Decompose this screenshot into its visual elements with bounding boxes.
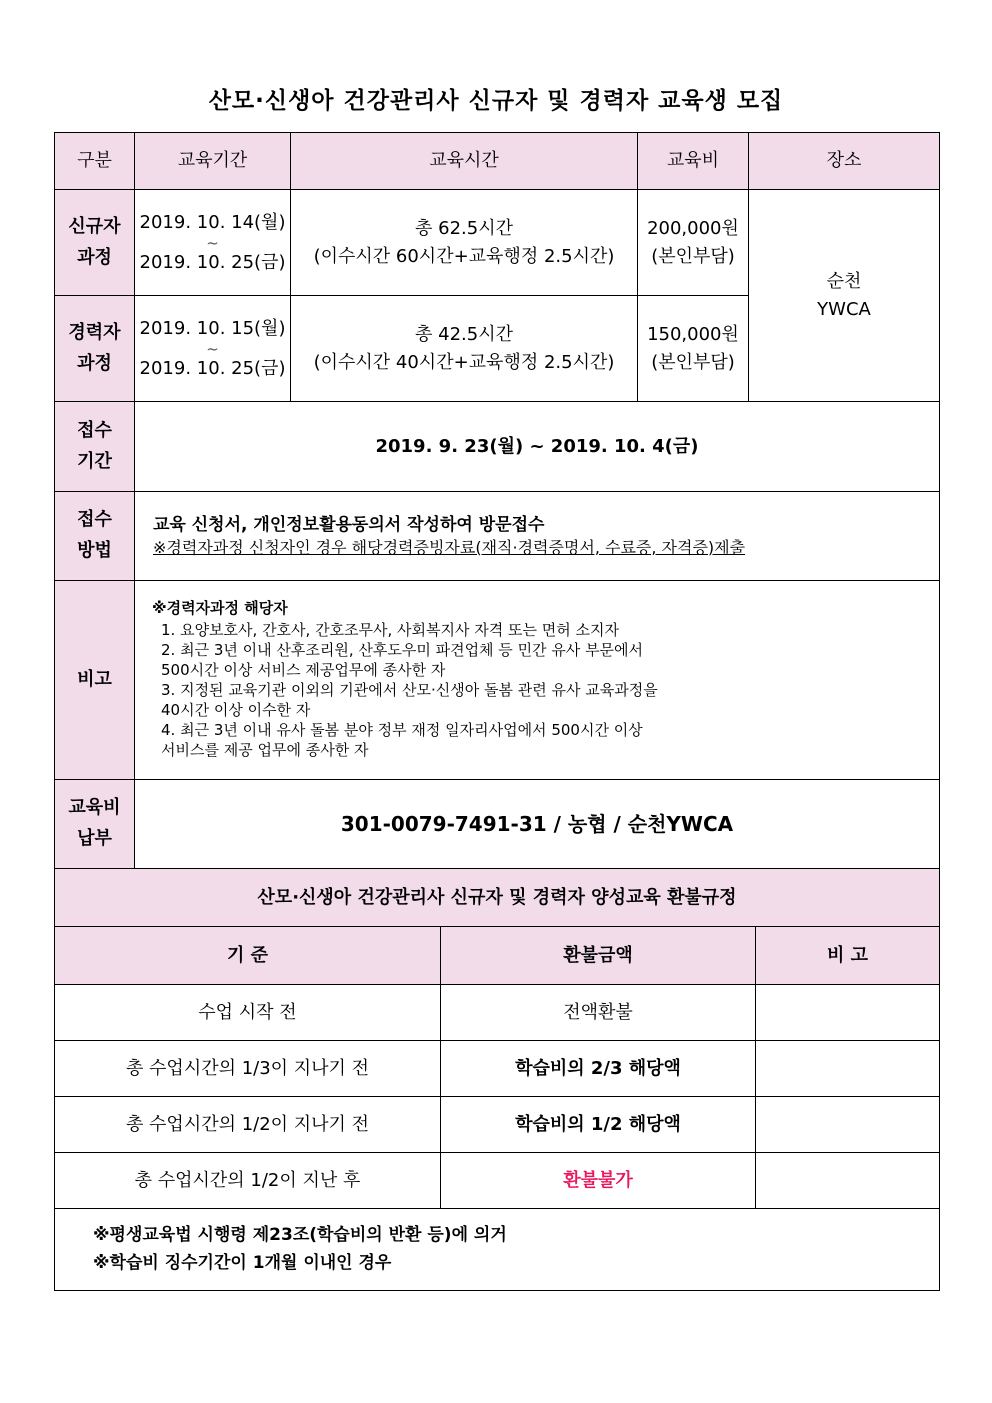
remarks-item: 4. 최근 3년 이내 유사 돌봄 분야 정부 재정 일자리사업에서 500시간 이상 서비스를 제공 업무에 종사한 자 [161, 720, 643, 759]
refund-amount-none: 환불불가 [441, 1153, 756, 1209]
refund-note [756, 1097, 940, 1153]
course-row-new [55, 190, 940, 296]
refund-header-row [55, 927, 940, 985]
refund-title: 산모·신생아 건강관리사 신규자 및 경력자 양성교육 환불규정 [55, 869, 940, 927]
course-name: 신규자 과정 [55, 190, 135, 296]
remarks-row [55, 581, 940, 780]
header-location: 장소 [749, 133, 940, 190]
remarks-content [135, 581, 940, 780]
refund-amount: 학습비의 2/3 해당액 [441, 1041, 756, 1097]
remarks-label: 비고 [55, 581, 135, 780]
refund-note [756, 985, 940, 1041]
refund-row [55, 1041, 940, 1097]
refund-criterion: 총 수업시간의 1/3이 지나기 전 [55, 1041, 441, 1097]
refund-footnote-row [55, 1209, 940, 1291]
refund-criterion: 수업 시작 전 [55, 985, 441, 1041]
refund-note [756, 1153, 940, 1209]
header-fee: 교육비 [638, 133, 749, 190]
refund-table [54, 868, 940, 1291]
refund-amount: 전액환불 [441, 985, 756, 1041]
payment-label: 교육비 납부 [55, 780, 135, 869]
refund-footnotes [55, 1209, 940, 1291]
reception-method-value: 교육 신청서, 개인정보활용동의서 작성하여 방문접수 ※경력자과정 신청자인 경우 해당경력증빙자료(재직·경력증명서, 수료증, 자격증)제출 [135, 492, 940, 581]
refund-header-amount: 환불금액 [441, 927, 756, 985]
page-title: 산모·신생아 건강관리사 신규자 및 경력자 교육생 모집 [208, 88, 784, 114]
refund-row [55, 1153, 940, 1209]
course-fee: 150,000원 (본인부담) [638, 296, 749, 402]
remarks-item: 2. 최근 3년 이내 산후조리원, 산후도우미 파견업체 등 민간 유사 부문에서 500시간 이상 서비스 제공업무에 종사한 자 [161, 641, 644, 680]
refund-header-note: 비 고 [756, 927, 940, 985]
remarks-item: 3. 지정된 교육기관 이외의 기관에서 산모·신생아 돌봄 관련 유사 교육과정을 40시간 이상 이수한 자 [161, 681, 658, 719]
refund-amount: 학습비의 1/2 해당액 [441, 1097, 756, 1153]
refund-criterion: 총 수업시간의 1/2이 지나기 전 [55, 1097, 441, 1153]
payment-row [55, 780, 940, 869]
refund-note [756, 1041, 940, 1097]
reception-period-row [55, 402, 940, 492]
reception-method-label: 접수 방법 [55, 492, 135, 581]
course-location: 순천 YWCA [749, 190, 940, 402]
reception-method-row [55, 492, 940, 581]
course-fee: 200,000원 (본인부담) [638, 190, 749, 296]
payment-account: 301-0079-7491-31 / 농협 / 순천YWCA [135, 780, 940, 869]
header-category: 구분 [55, 133, 135, 190]
header-hours: 교육시간 [291, 133, 638, 190]
course-period: 2019. 10. 14(월) ~ 2019. 10. 25(금) [135, 190, 291, 296]
reception-period-label: 접수 기간 [55, 402, 135, 492]
recruitment-table [54, 132, 940, 869]
refund-row [55, 985, 940, 1041]
reception-period-value: 2019. 9. 23(월) ~ 2019. 10. 4(금) [135, 402, 940, 492]
refund-row [55, 1097, 940, 1153]
course-hours: 총 42.5시간 (이수시간 40시간+교육행정 2.5시간) [291, 296, 638, 402]
refund-title-row [55, 869, 940, 927]
footnote: ※평생교육법 시행령 제23조(학습비의 반환 등)에 의거 [93, 1225, 507, 1246]
course-period: 2019. 10. 15(월) ~ 2019. 10. 25(금) [135, 296, 291, 402]
refund-header-criterion: 기 준 [55, 927, 441, 985]
course-hours: 총 62.5시간 (이수시간 60시간+교육행정 2.5시간) [291, 190, 638, 296]
header-row [55, 133, 940, 190]
course-name: 경력자 과정 [55, 296, 135, 402]
refund-criterion: 총 수업시간의 1/2이 지난 후 [55, 1153, 441, 1209]
footnote: ※학습비 징수기간이 1개월 이내인 경우 [93, 1252, 392, 1273]
header-period: 교육기간 [135, 133, 291, 190]
remarks-item: 1. 요양보호사, 간호사, 간호조무사, 사회복지사 자격 또는 면허 소지자 [161, 621, 619, 640]
remarks-heading: ※경력자과정 해당자 [152, 599, 288, 618]
